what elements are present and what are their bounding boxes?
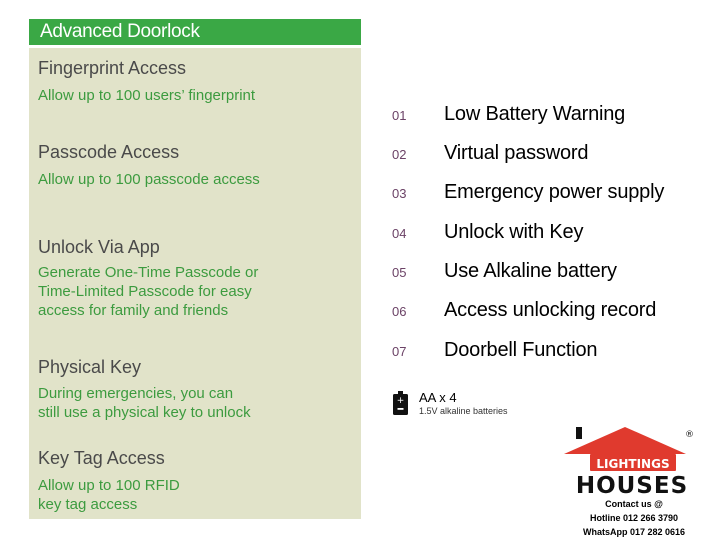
battery-subtitle: 1.5V alkaline batteries	[419, 406, 508, 416]
battery-icon	[393, 391, 408, 415]
section-desc-physical-key: During emergencies, you can still use a physical key to unlock	[38, 385, 251, 421]
feature-number: 02	[392, 147, 407, 162]
company-logo	[556, 424, 712, 500]
section-title-physical-key: Physical Key	[38, 357, 142, 377]
feature-number: 04	[392, 226, 407, 241]
feature-label: Emergency power supply	[444, 181, 665, 203]
section-desc-passcode: Allow up to 100 passcode access	[38, 171, 260, 188]
section-title-app: Unlock Via App	[38, 237, 160, 257]
feature-number: 01	[392, 108, 407, 123]
section-desc-app: Generate One-Time Passcode or Time-Limited Passcode for easy access for family and friends	[38, 264, 259, 319]
registered-mark: ®	[685, 430, 694, 440]
contact-heading: Contact us @	[605, 499, 663, 509]
feature-number: 06	[392, 304, 407, 319]
svg-text:+: +	[396, 396, 405, 406]
section-desc-fingerprint: Allow up to 100 users’ fingerprint	[38, 87, 256, 104]
feature-label: Virtual password	[444, 142, 589, 164]
feature-number: 03	[392, 186, 407, 201]
feature-label: Use Alkaline battery	[444, 260, 617, 282]
logo-main-text: HOUSES	[575, 473, 689, 499]
contact-hotline: Hotline 012 266 3790	[589, 513, 679, 523]
battery-title: AA x 4	[419, 390, 457, 405]
logo-top-text: LIGHTINGS	[596, 457, 670, 471]
feature-label: Unlock with Key	[444, 221, 584, 243]
feature-label: Doorbell Function	[444, 339, 598, 361]
feature-label: Access unlocking record	[444, 299, 657, 321]
feature-number: 07	[392, 344, 407, 359]
section-desc-key-tag: Allow up to 100 RFID key tag access	[38, 477, 180, 513]
page-title: Advanced Doorlock	[40, 21, 200, 42]
section-title-passcode: Passcode Access	[38, 142, 180, 162]
section-title-key-tag: Key Tag Access	[38, 448, 165, 468]
contact-whatsapp: WhatsApp 017 282 0616	[582, 527, 686, 537]
feature-label: Low Battery Warning	[444, 103, 626, 125]
feature-number: 05	[392, 265, 407, 280]
header-bar	[29, 19, 361, 45]
section-title-fingerprint: Fingerprint Access	[38, 58, 187, 78]
